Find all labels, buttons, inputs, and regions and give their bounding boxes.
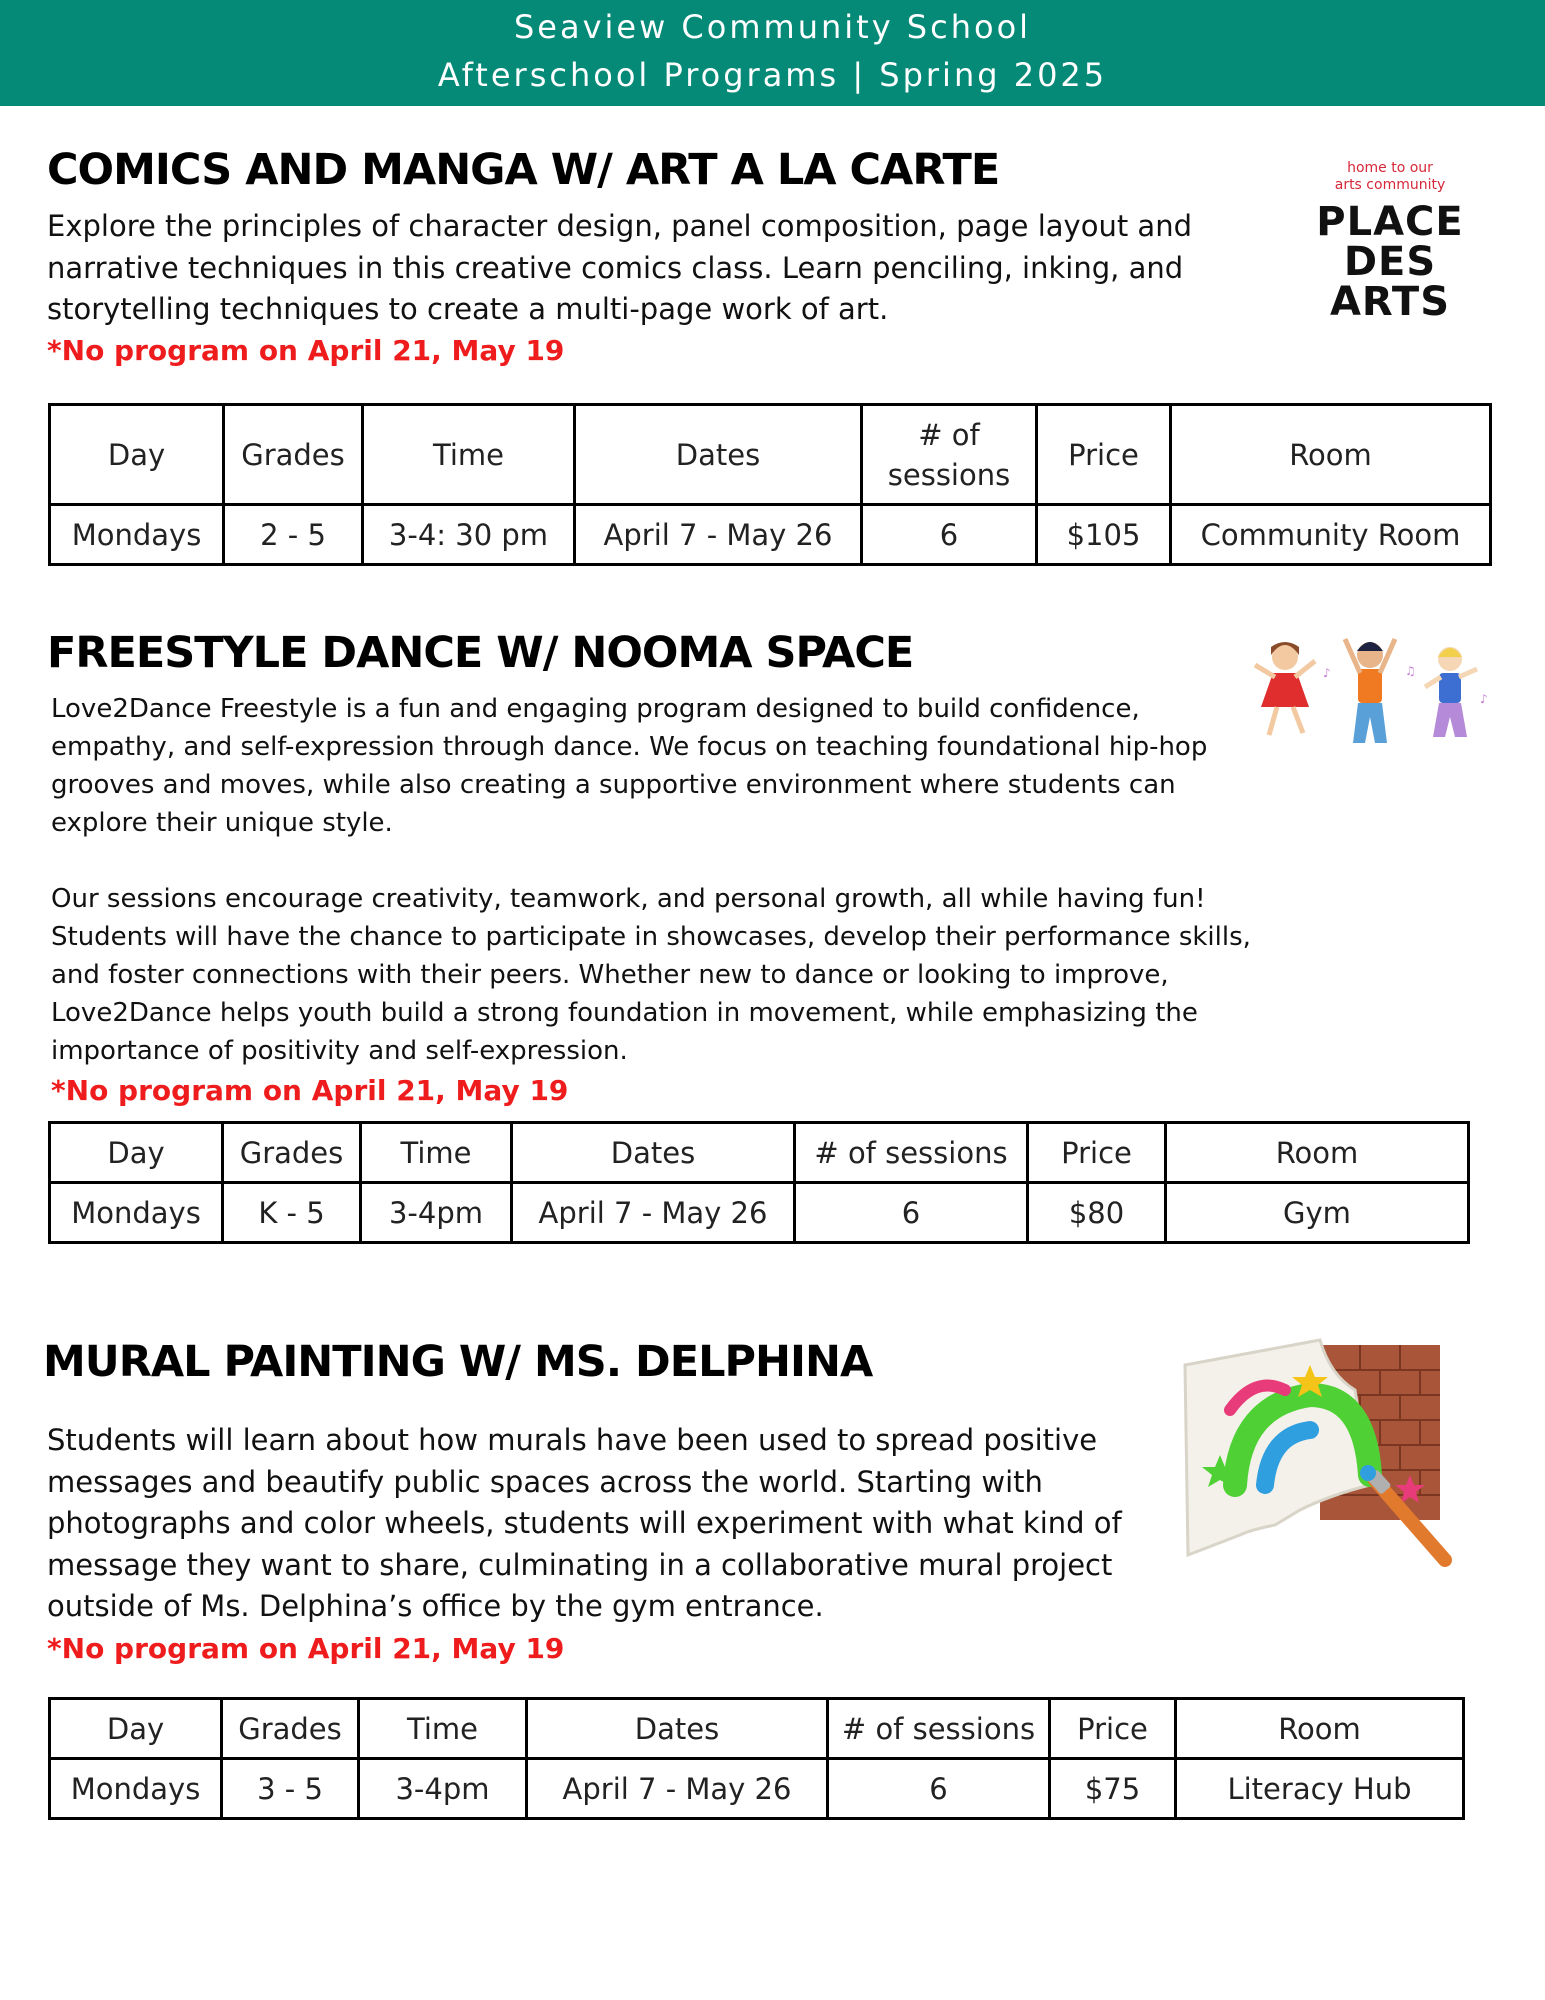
logo-tagline-line-2: arts community (1334, 177, 1446, 193)
cell-time: 3-4: 30 pm (363, 505, 575, 565)
cell-room: Gym (1166, 1183, 1469, 1243)
no-program-notice-mural: *No program on April 21, May 19 (47, 1632, 565, 1665)
header-banner (0, 0, 1545, 106)
cell-price: $75 (1050, 1759, 1176, 1819)
table-header-row (50, 1699, 1464, 1759)
cell-grades: 2 - 5 (224, 505, 363, 565)
cell-sessions: 6 (862, 505, 1037, 565)
mural-painting-illustration-icon (1180, 1335, 1465, 1575)
column-header-sessions: # of sessions (795, 1123, 1028, 1183)
cell-sessions: 6 (795, 1183, 1028, 1243)
program-description-dance-paragraph-2: Our sessions encourage creativity, teamwork, and personal growth, all while having fun! Students will have the chance to participate in showcases, develop their performance skills, and foster connections with their peers. Whether new to dance or looking to improve, Love2Dance helps youth build a strong foundation in movement, while emphasizing the importance of positivity and self-expression. (51, 884, 1251, 1066)
cell-grades: K - 5 (223, 1183, 361, 1243)
table-header-row (50, 405, 1491, 505)
column-header-day: Day (50, 1123, 223, 1183)
column-header-grades: Grades (223, 1123, 361, 1183)
column-header-day: Day (50, 405, 224, 505)
cell-room: Community Room (1171, 505, 1491, 565)
column-header-dates: Dates (512, 1123, 795, 1183)
program-title-mural: MURAL PAINTING W/ MS. DELPHINA (43, 1337, 873, 1387)
column-header-price: Price (1050, 1699, 1176, 1759)
cell-grades: 3 - 5 (222, 1759, 359, 1819)
place-des-arts-logo (1300, 160, 1480, 340)
column-header-time: Time (363, 405, 575, 505)
column-header-sessions: # of sessions (862, 405, 1037, 505)
column-header-day: Day (50, 1699, 222, 1759)
cell-dates: April 7 - May 26 (575, 505, 862, 565)
cell-day: Mondays (50, 1759, 222, 1819)
column-header-grades: Grades (222, 1699, 359, 1759)
cell-time: 3-4pm (361, 1183, 512, 1243)
table-row (50, 505, 1491, 565)
program-description-comics: Explore the principles of character design, panel composition, page layout and narrative techniques in this creative comics class. Learn penciling, inking, and storytelling techniques to create a multi-page work of art. (47, 209, 1192, 326)
logo-name-line-1: PLACE (1316, 199, 1464, 245)
column-header-dates: Dates (575, 405, 862, 505)
table-row (50, 1183, 1469, 1243)
program-title-dance: FREESTYLE DANCE W/ NOOMA SPACE (47, 628, 914, 678)
schedule-table-comics (48, 403, 1492, 566)
logo-name-line-3: ARTS (1329, 279, 1451, 325)
schedule-table-mural (48, 1697, 1465, 1820)
program-description-mural: Students will learn about how murals have been used to spread positive messages and beautify public spaces across the world. Starting with photographs and color wheels, students will experiment with what kind of message they want to share, culminating in a collaborative mural project outside of Ms. Delphina’s office by the gym entrance. (47, 1423, 1122, 1623)
cell-day: Mondays (50, 1183, 223, 1243)
school-name: Seaview Community School (513, 8, 1032, 46)
program-season: Afterschool Programs | Spring 2025 (437, 56, 1108, 94)
logo-name-line-2: DES (1343, 239, 1437, 285)
column-header-sessions: # of sessions (828, 1699, 1050, 1759)
svg-text:♪: ♪ (1480, 692, 1488, 706)
svg-text:♪: ♪ (1323, 666, 1331, 680)
cell-dates: April 7 - May 26 (527, 1759, 828, 1819)
program-title-comics: COMICS AND MANGA W/ ART A LA CARTE (47, 145, 1000, 195)
no-program-notice-dance: *No program on April 21, May 19 (51, 1074, 569, 1107)
svg-text:♫: ♫ (1405, 664, 1416, 678)
cell-price: $80 (1028, 1183, 1166, 1243)
table-header-row (50, 1123, 1469, 1183)
column-header-time: Time (361, 1123, 512, 1183)
dancing-kids-illustration-icon (1245, 625, 1495, 760)
table-row (50, 1759, 1464, 1819)
column-header-room: Room (1176, 1699, 1464, 1759)
column-header-price: Price (1037, 405, 1171, 505)
cell-room: Literacy Hub (1176, 1759, 1464, 1819)
no-program-notice-comics: *No program on April 21, May 19 (47, 334, 565, 367)
logo-tagline-line-1: home to our (1347, 160, 1433, 176)
column-header-time: Time (359, 1699, 527, 1759)
schedule-table-dance (48, 1121, 1470, 1244)
column-header-room: Room (1166, 1123, 1469, 1183)
column-header-grades: Grades (224, 405, 363, 505)
column-header-price: Price (1028, 1123, 1166, 1183)
cell-dates: April 7 - May 26 (512, 1183, 795, 1243)
cell-time: 3-4pm (359, 1759, 527, 1819)
column-header-dates: Dates (527, 1699, 828, 1759)
column-header-room: Room (1171, 405, 1491, 505)
cell-day: Mondays (50, 505, 224, 565)
program-description-dance-paragraph-1: Love2Dance Freestyle is a fun and engaging program designed to build confidence, empathy, and self-expression through dance. We focus on teaching foundational hip-hop grooves and moves, while also creating a supportive environment where students can explore their unique style. (51, 694, 1208, 838)
cell-sessions: 6 (828, 1759, 1050, 1819)
cell-price: $105 (1037, 505, 1171, 565)
